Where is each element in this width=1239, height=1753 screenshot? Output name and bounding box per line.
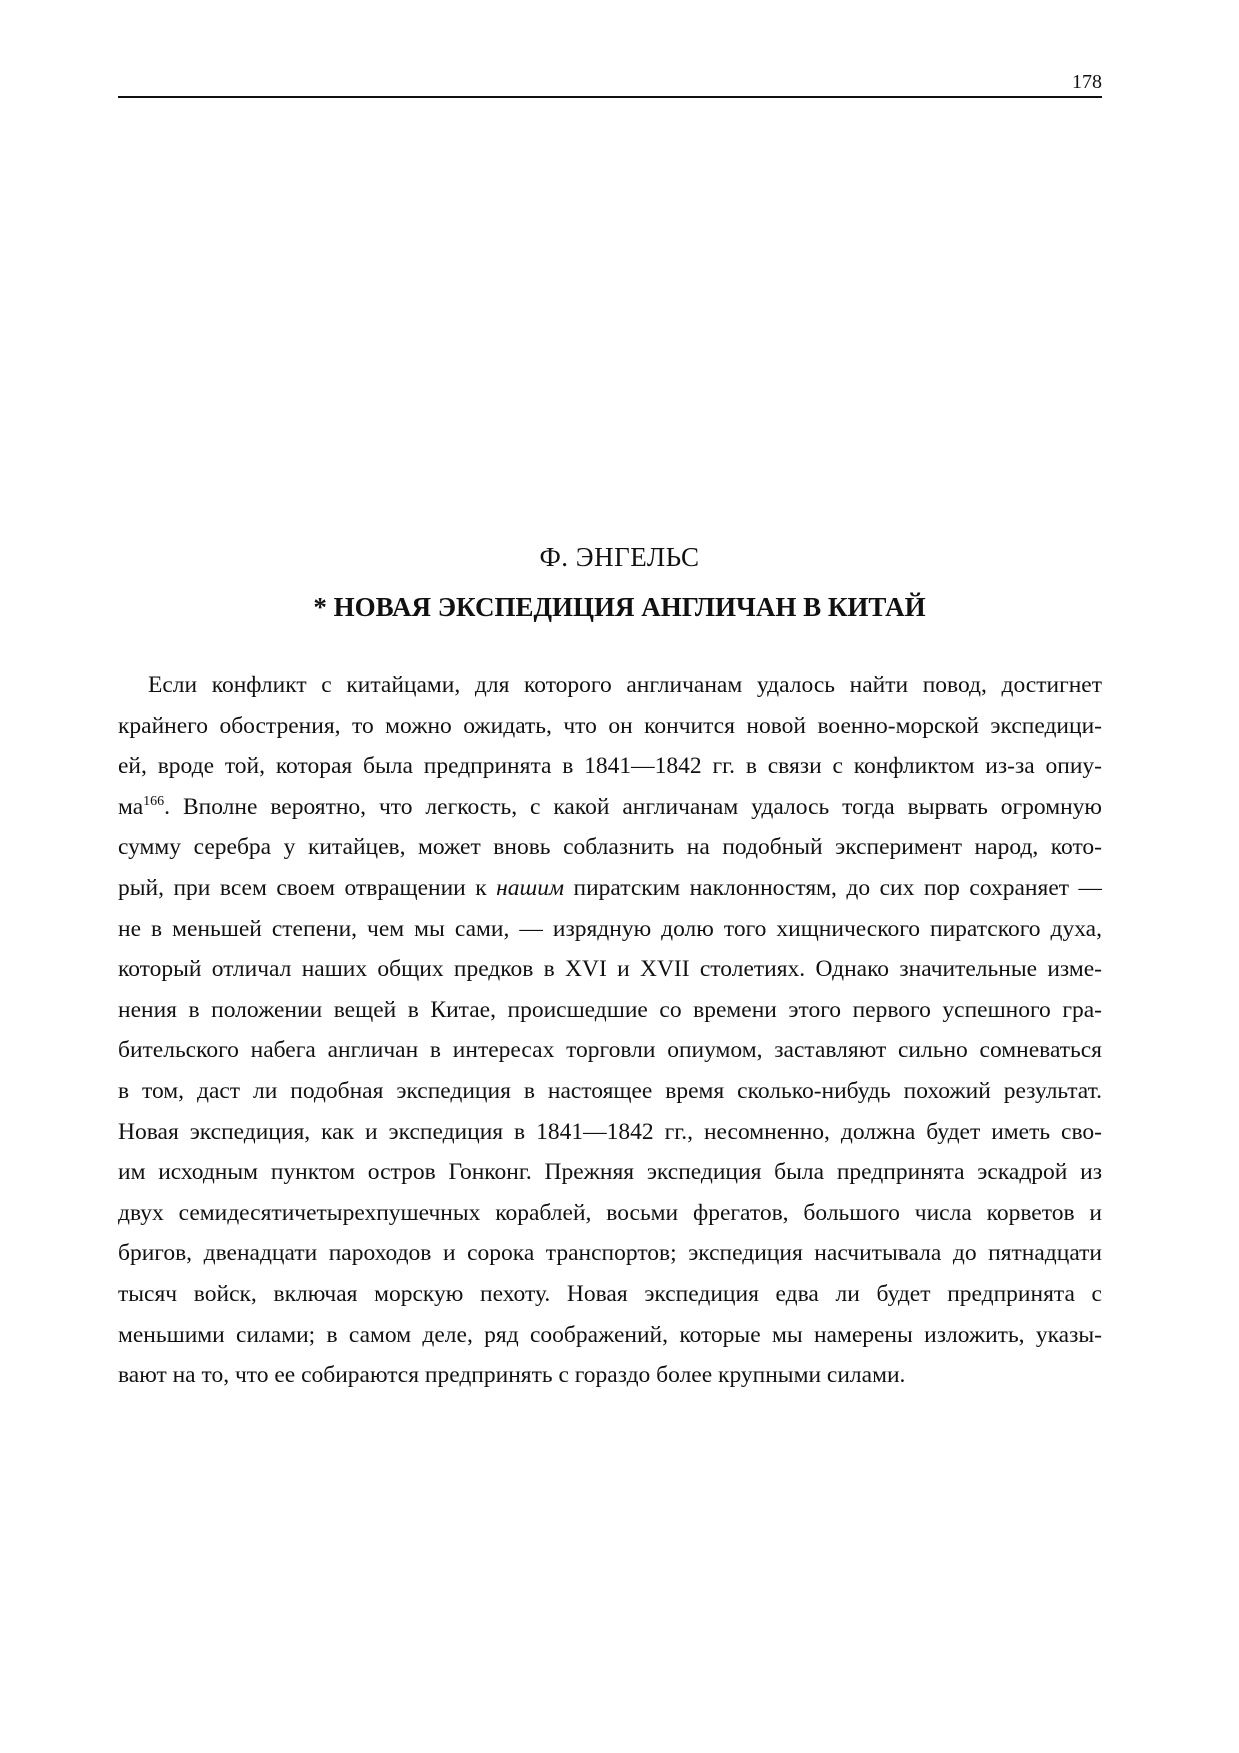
text-fragment: пиратским наклонностям, до сих пор сохраняет — <box>564 874 1102 901</box>
text-line: бительского набега англичан в интересах торговли опиумом, заставляют сильно сомневаться <box>118 1037 1102 1064</box>
text-line: сумму серебра у китайцев, может вновь соблазнить на подобный эксперимент народ, кото- <box>118 834 1102 861</box>
text-line: крайнего обострения, то можно ожидать, что он кончится новой военно-морской экспедици- <box>118 712 1102 739</box>
text-line <box>118 868 1102 909</box>
text-line: вают на то, что ее собираются предпринять с гораздо более крупными силами. <box>118 1362 906 1389</box>
emphasized-word: нашим <box>496 874 565 901</box>
text-fragment: . Вполне вероятно, что легкость, с какой англичанам удалось тогда вырвать огромную <box>164 793 1102 820</box>
text-line: двух семидесятичетырехпушечных кораблей, восьми фрегатов, большого числа корветов и <box>118 1199 1102 1226</box>
text-line <box>118 787 1102 828</box>
article-title: * НОВАЯ ЭКСПЕДИЦИЯ АНГЛИЧАН В КИТАЙ <box>313 592 926 622</box>
page-header <box>118 70 1102 98</box>
text-line: тысяч войск, включая морскую пехоту. Новая экспедиция едва ли будет предпринята с <box>118 1280 1102 1307</box>
text-line: меньшими силами; в самом деле, ряд соображений, которые мы намерены изложить, указы- <box>118 1321 1102 1348</box>
text-fragment: ма <box>118 793 144 820</box>
footnote-reference: 166 <box>143 793 165 809</box>
text-line: не в меньшей степени, чем мы сами, — изрядную долю того хищнического пиратского духа, <box>118 915 1102 942</box>
text-line: в том, даст ли подобная экспедиция в настоящее время сколько-нибудь похожий результат. <box>118 1077 1102 1104</box>
text-fragment: рый, при всем своем отвращении к <box>118 874 497 901</box>
text-line: ей, вроде той, которая была предпринята в 1841—1842 гг. в связи с конфликтом из-за опиу- <box>118 753 1102 780</box>
text-line: им исходным пунктом остров Гонконг. Прежняя экспедиция была предпринята эскадрой из <box>118 1159 1102 1186</box>
author-name: Ф. ЭНГЕЛЬС <box>539 542 700 572</box>
article-body <box>118 665 1102 1396</box>
text-line: бригов, двенадцати пароходов и сорока транспортов; экспедиция насчитывала до пятнадцати <box>118 1240 1102 1267</box>
page-number: 178 <box>1072 71 1102 93</box>
text-line: нения в положении вещей в Китае, происшедшие со времени этого первого успешного гра- <box>118 996 1102 1023</box>
text-line: который отличал наших общих предков в XVI и XVII столетиях. Однако значительные изме- <box>118 956 1102 983</box>
text-line: Новая экспедиция, как и экспедиция в 1841—1842 гг., несомненно, должна будет иметь сво- <box>118 1118 1102 1145</box>
text-line: Если конфликт с китайцами, для которого англичанам удалось найти повод, достигнет <box>148 672 1102 698</box>
